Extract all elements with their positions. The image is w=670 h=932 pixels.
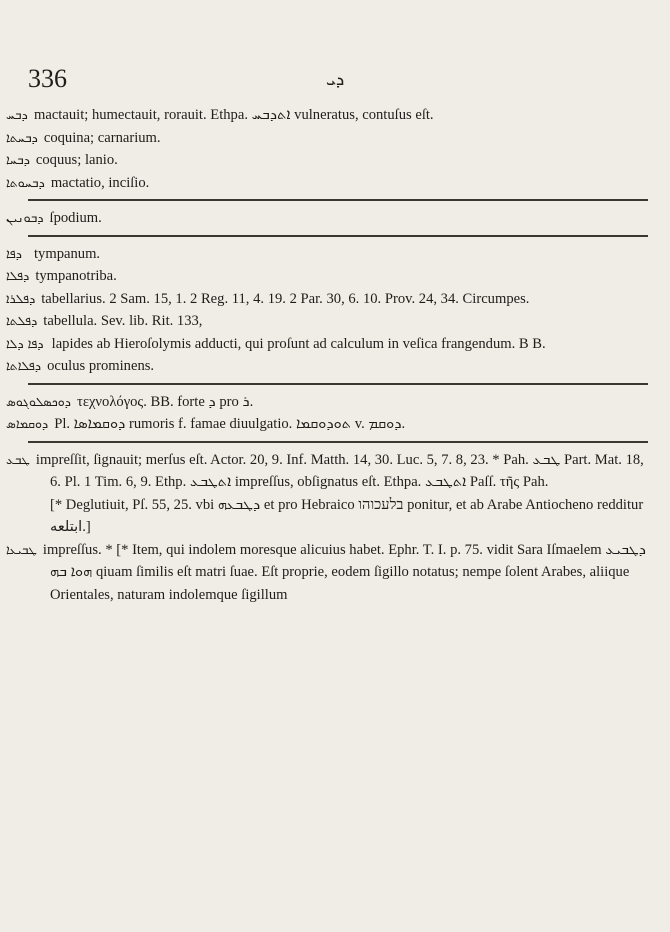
dictionary-entry <box>6 413 648 436</box>
definition: ſpodium. <box>49 210 102 226</box>
dictionary-entry <box>6 391 648 414</box>
dictionary-entry <box>6 172 648 195</box>
section-divider <box>28 235 648 237</box>
dictionary-entry: ܕܒܚ mactauit; humectauit, rorauit. Ethpa. ܐܬܕܒܚ vulneratus, contuſus eſt. <box>6 107 434 123</box>
headword: ܛܒܥ <box>6 451 30 467</box>
headword: ܕܘܩܡܐܣ <box>6 416 49 431</box>
headword: ܕܦܠܬܐ <box>6 313 38 328</box>
page-number: 336 <box>28 64 67 93</box>
entry-note <box>28 494 648 539</box>
definition: [* Deglutiuit, Pſ. 55, 25. vbi ܕܛܒܥܗ et pro Hebraico בלעכוהו ponitur, et ab Arabe Antiocheno redditur ابتلعه.] <box>50 496 644 535</box>
headword: ܛܒܝܥܐ <box>6 541 37 557</box>
definition: impreſſit, ſignauit; merſus eſt. Actor. 20, 9. Inf. Matth. 14, 30. Luc. 5, 7. 8, 23. * Pah. ܛܒܥ Part. Mat. 18, 6. Pl. 1 Tim. 6, 9. Ethp. ܐܬܛܒܥ impreſſus, obſignatus eſt. Ethpa. ܐܬܛܒܥ Paſſ. τῆς Pah. <box>35 451 644 490</box>
dictionary-entry <box>6 127 648 150</box>
headword: ܕܦܠܐ <box>6 268 30 283</box>
section-divider <box>28 441 648 443</box>
definition: tympanum. <box>34 245 101 262</box>
definition: τεχνολόγος. BB. forte ܕ pro ܪ. <box>76 393 254 410</box>
definition: Pl. ܕܘܩܡܐܣܐ rumoris f. famae diuulgatio. ܬܘܕܘܩܡܐ v. ܕܘܩܡ. <box>54 416 406 432</box>
dictionary-entry <box>6 539 648 607</box>
dictionary-entry <box>6 355 648 378</box>
headword: ܕܦܠܐܬܐ <box>6 358 42 373</box>
dictionary-entry <box>6 288 648 311</box>
definition: coquus; lanio. <box>35 152 118 168</box>
running-head: ܕܝ <box>326 70 345 90</box>
definition: lapides ab Hieroſolymis adducti, qui proſunt ad calculum in veſica frangendum. B B. <box>51 335 546 352</box>
section-divider <box>28 199 648 201</box>
headword: ܕܒܘܢܝܢ <box>6 210 44 225</box>
section-divider <box>28 383 648 385</box>
dictionary-entry <box>6 207 648 230</box>
headword: ܕܦܐ ܕܠܐ <box>6 335 44 351</box>
headword: ܕܒܚܐ <box>6 152 30 167</box>
dictionary-entry <box>6 333 648 356</box>
headword: ܕܦܠܪܐ <box>6 290 36 306</box>
definition: mactauit; humectauit, rorauit. Ethpa. ܐܬܕܒܚ vulneratus, contuſus eſt. <box>34 107 434 123</box>
headword: ܕܘܟܣܠܘܓܘܣ <box>6 393 71 409</box>
definition: impreſſus. * [* Item, qui indolem moresque alicuius habet. Ephr. T. I. p. 75. vidit Sara Iſmaelem ܕܛܒܝܥ ܗܘܐ ܒܗ qiuam ſimilis eſt matri ſuae. Eſt proprie, eodem ſigillo notatus; nempe ſolent Arabes, aliique Orientales, naturam indolemque ſigillum <box>42 541 647 603</box>
dictionary-entry <box>6 310 648 333</box>
headword: ܕܒܚܬܐ <box>6 129 38 145</box>
definition: coquina; carnarium. <box>43 129 161 146</box>
dictionary-entry <box>6 149 648 172</box>
dictionary-entries <box>6 104 648 606</box>
definition: tabellula. Sev. lib. Rit. 133, <box>43 313 203 329</box>
definition: tympanotriba. <box>35 268 117 284</box>
dictionary-entry: ܕܦܐ tympanum. <box>6 245 101 262</box>
headword: ܕܒܚܘܬܐ <box>6 174 45 190</box>
dictionary-entry <box>6 449 648 494</box>
dictionary-entry <box>6 265 648 288</box>
definition: tabellarius. 2 Sam. 15, 1. 2 Reg. 11, 4. 19. 2 Par. 30, 6. 10. Prov. 24, 34. Circumpes. <box>41 290 530 307</box>
definition: oculus prominens. <box>47 358 155 374</box>
definition: mactatio, inciſio. <box>50 174 150 191</box>
